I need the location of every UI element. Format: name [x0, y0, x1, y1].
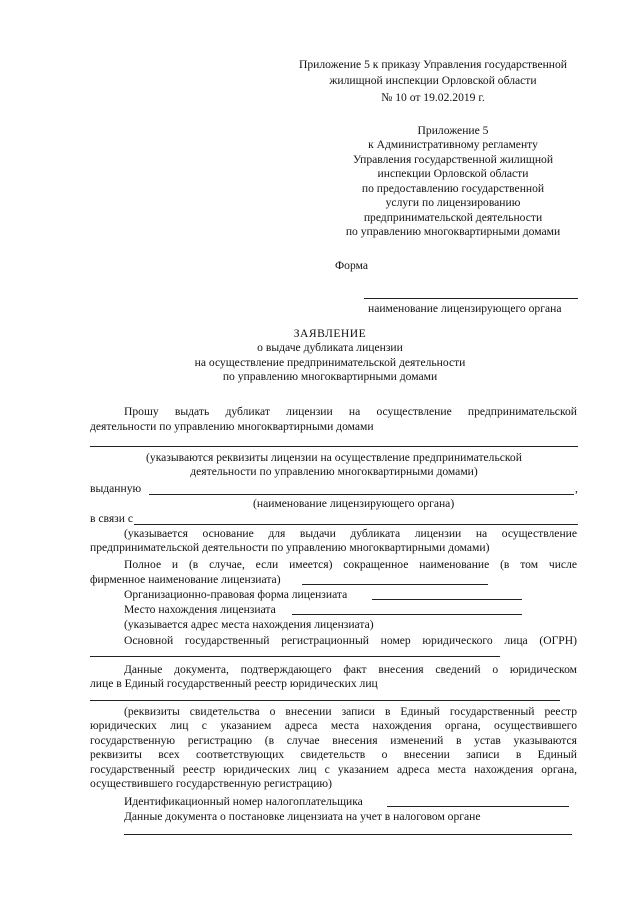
registration-caption-line: юридических лиц с указанием адреса места нахождения органа, осуществившего: [90, 719, 577, 733]
licensee-name-line2: фирменное наименование лицензиата): [90, 573, 281, 586]
order-line-2: жилищной инспекции Орловской области: [329, 74, 537, 88]
location-label: Место нахождения лицензиата: [124, 603, 276, 616]
registration-caption: [90, 705, 577, 792]
document-title: [160, 327, 500, 385]
registration-caption-line: государственный реестр юридических лиц с указанием адреса места нахождения органа,: [90, 762, 577, 776]
license-caption: [90, 451, 578, 480]
form-label: Форма: [335, 259, 368, 272]
reason-label: в связи с: [90, 512, 134, 525]
location-field: [292, 614, 522, 615]
appendix-line: по управлению многоквартирными домами: [345, 225, 561, 239]
egrul-line2: лице в Единый государственный реестр юридических лиц: [90, 677, 378, 690]
order-line-1: Приложение 5 к приказу Управления государственной: [298, 58, 568, 71]
title-sub-line: по управлению многоквартирными домами: [222, 370, 438, 384]
license-caption-line: деятельности по управлению многоквартирными домами): [190, 465, 478, 479]
issued-label: выданную: [90, 482, 142, 495]
ogrn-label: Основной государственный регистрационный номер юридического лица (ОГРН): [124, 634, 577, 647]
inn-label: Идентификационный номер налогоплательщика: [124, 795, 363, 808]
appendix-reference: [318, 124, 588, 240]
order-line-3: № 10 от 19.02.2019 г.: [381, 90, 485, 104]
ogrn-field: [90, 656, 500, 657]
egrul-field: [90, 700, 560, 701]
egrul-line1: Данные документа, подтверждающего факт внесения сведений о юридическом: [124, 663, 577, 676]
tax-registration-field: [124, 834, 572, 835]
registration-caption-line: (реквизиты свидетельства о внесении записи в Единый государственный реестр: [124, 705, 577, 718]
title-main: ЗАЯВЛЕНИЕ: [293, 327, 367, 340]
authority-caption: наименование лицензирующего органа: [368, 302, 562, 315]
appendix-line: инспекции Орловской области: [377, 167, 529, 181]
appendix-line: услуги по лицензированию: [385, 196, 521, 210]
appendix-line: к Административному регламенту: [368, 138, 538, 152]
licensee-name-field: [302, 584, 488, 585]
order-reference: [268, 58, 598, 105]
appendix-line: Управления государственной жилищной: [352, 152, 554, 166]
license-caption-line: (указываются реквизиты лицензии на осуществление предпринимательской: [146, 451, 522, 464]
appendix-line: по предоставлению государственной: [361, 181, 545, 195]
license-details-line: [90, 446, 578, 447]
legal-form-label: Организационно-правовая форма лицензиата: [124, 588, 348, 601]
registration-caption-line: осуществившего государственную регистрацию): [90, 777, 332, 791]
request-paragraph-line2: деятельности по управлению многоквартирными домами: [90, 420, 374, 433]
issued-by-line: [149, 494, 574, 495]
title-sub-line: о выдаче дубликата лицензии: [257, 341, 403, 355]
registration-caption-line: реквизиты всех соответствующих свидетельств о внесении записи в Единый: [90, 748, 577, 762]
authority-name-line: [364, 298, 578, 299]
registration-caption-line: государственную регистрацию (в случае внесения изменений в устав указываются: [90, 733, 577, 747]
title-sub-line: на осуществление предпринимательской деятельности: [194, 355, 466, 369]
location-caption: (указывается адрес места нахождения лицензиата): [124, 618, 374, 631]
reason-line: [134, 524, 578, 525]
licensee-name-line1: Полное и (в случае, если имеется) сокращенное наименование (в том числе: [124, 558, 577, 571]
issuing-authority-caption: (наименование лицензирующего органа): [253, 497, 455, 510]
inn-field: [387, 806, 569, 807]
issued-end: ,: [575, 482, 578, 495]
appendix-line: предпринимательской деятельности: [363, 210, 543, 224]
tax-registration-label: Данные документа о постановке лицензиата на учет в налоговом органе: [124, 810, 481, 823]
reason-caption-line1: (указывается основание для выдачи дубликата лицензии на осуществление: [124, 527, 577, 540]
appendix-line: Приложение 5: [417, 124, 489, 137]
legal-form-field: [372, 599, 522, 600]
request-paragraph-line1: Прошу выдать дубликат лицензии на осуществление предпринимательской: [124, 405, 577, 418]
reason-caption-line2: предпринимательской деятельности по управлению многоквартирными домами): [90, 541, 490, 554]
